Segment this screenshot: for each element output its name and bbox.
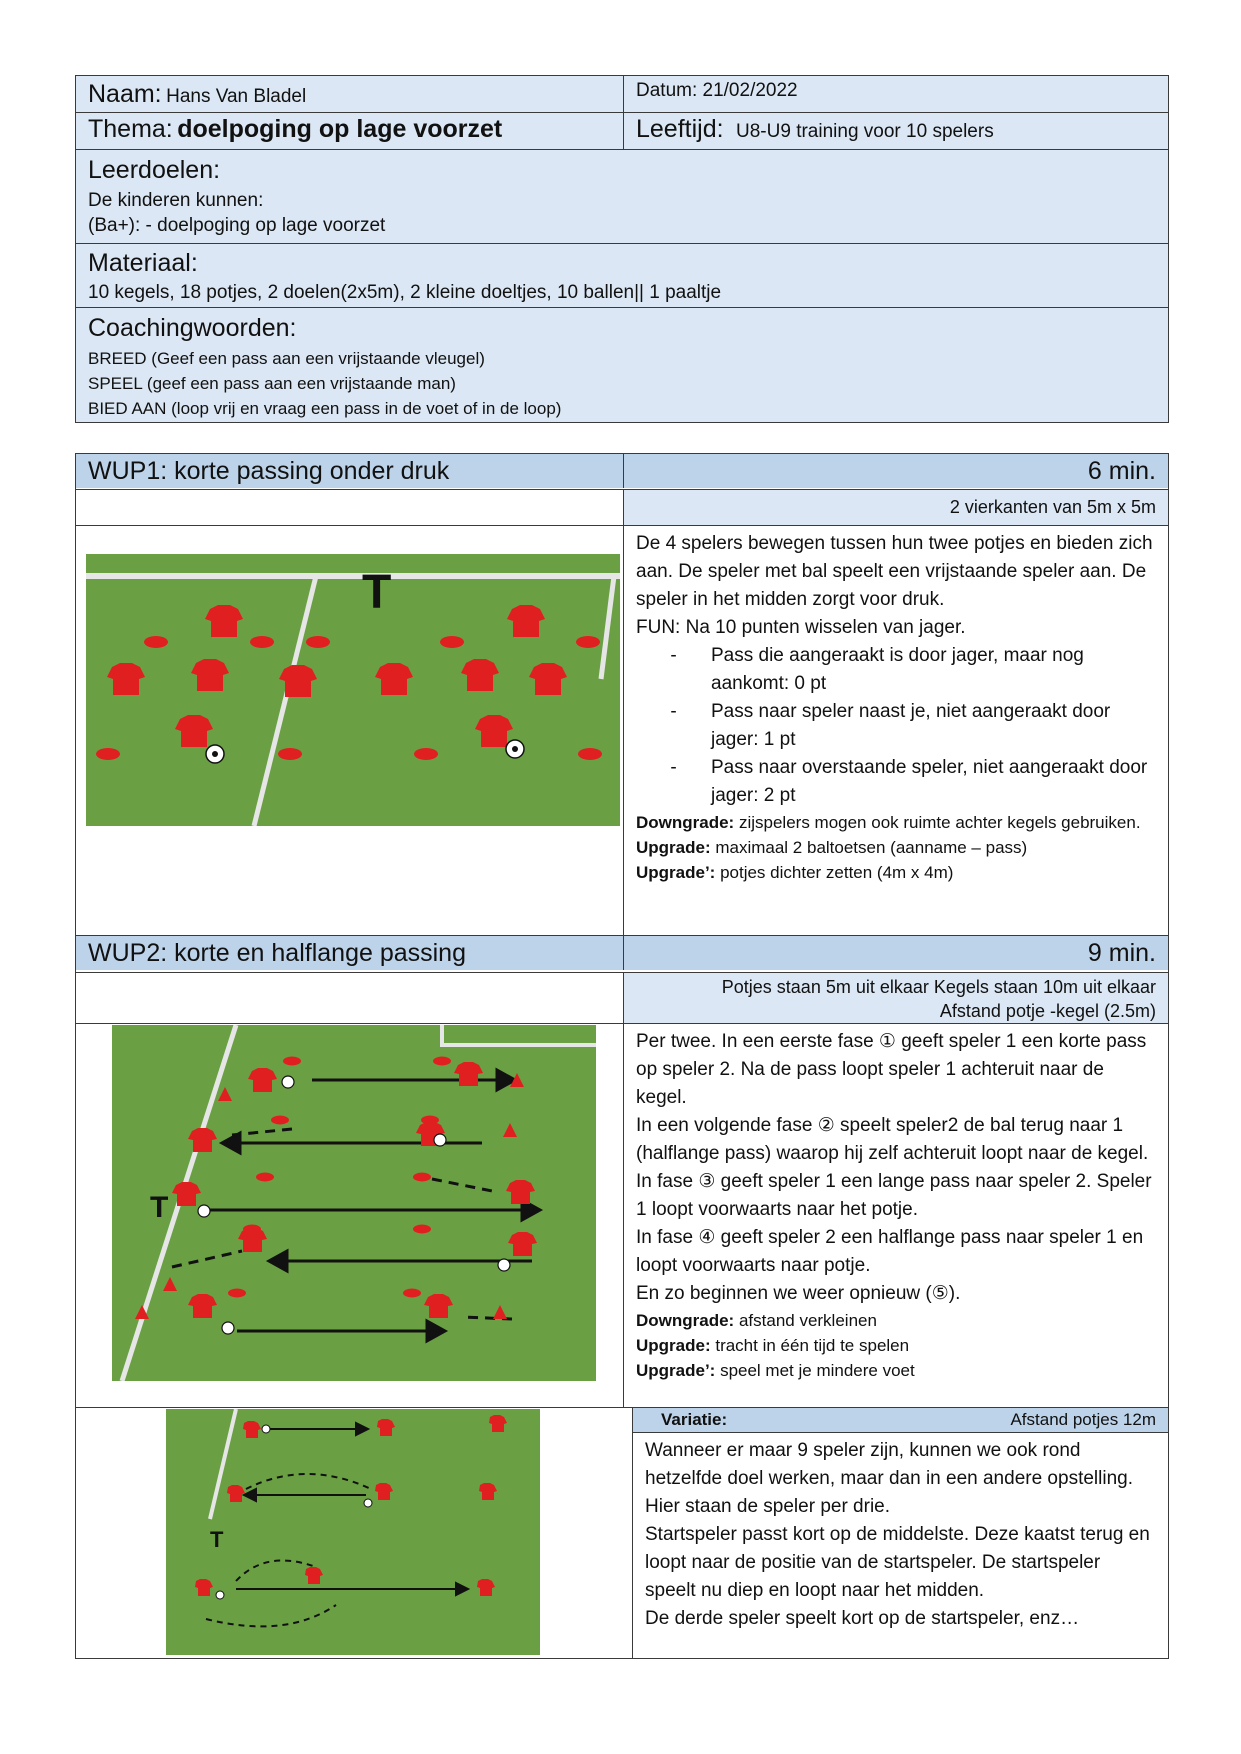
variatie-right-cell	[633, 1408, 1168, 1658]
wup2-empty-cell	[76, 973, 624, 1023]
wup2-line: In fase ④ geeft speler 2 een halflange pass naar speler 1 en loopt voorwaarts naar potje.	[636, 1227, 1144, 1276]
wup2-line: In fase ③ geeft speler 1 een lange pass naar speler 2. Speler 1 loopt voorwaarts naar het potje.	[636, 1171, 1152, 1220]
wup1-time: 6 min.	[624, 454, 1168, 488]
thema-label: Thema:	[88, 115, 173, 143]
variatie-line: Wanneer er maar 9 speler zijn, kunnen we ook rond hetzelfde doel werken, maar dan in een andere opstelling.	[645, 1440, 1133, 1489]
wup2-downgrade	[636, 1308, 1156, 1333]
coaching-line: SPEEL (geef een pass aan een vrijstaande man)	[88, 374, 456, 393]
wup1-title: WUP1: korte passing onder druk	[76, 454, 624, 488]
wup2-line: En zo beginnen we weer opnieuw (⑤).	[636, 1283, 961, 1304]
thema-value: doelpoging op lage voorzet	[177, 115, 503, 143]
wup1-diagram-cell	[76, 526, 624, 935]
wup1-empty-cell	[76, 490, 624, 525]
variatie-line: Startspeler passt kort op de middelste. Deze kaatst terug en loopt naar de positie van de startspeler. De startspeler speelt nu diep en loopt naar het midden.	[645, 1524, 1150, 1601]
wup2-description	[624, 1024, 1168, 1407]
wup2-setup	[624, 973, 1168, 1023]
variatie-diagram-cell	[76, 1408, 633, 1658]
wup1-field-diagram	[86, 554, 620, 826]
wup1-description	[624, 526, 1168, 935]
trainer-label: T	[210, 1527, 224, 1552]
coaching-title: Coachingwoorden:	[88, 314, 297, 342]
leerdoelen-title: Leerdoelen:	[88, 156, 221, 184]
bullet-dash: -	[670, 757, 677, 778]
upgrade-text: maximaal 2 baltoetsen (aanname – pass)	[710, 838, 1028, 857]
wup2-setup-line: Afstand potje -kegel (2.5m)	[939, 1001, 1156, 1021]
wup1-rule-text: Pass die aangeraakt is door jager, maar nog aankomt: 0 pt	[711, 645, 1084, 694]
upgrade2-text: potjes dichter zetten (4m x 4m)	[715, 863, 954, 882]
wup2-field-diagram	[112, 1025, 596, 1381]
wup1-rule	[636, 754, 1156, 810]
wup2-title: WUP2: korte en halflange passing	[76, 936, 624, 970]
upgrade-label: Upgrade:	[636, 1336, 711, 1355]
variatie-distance: Afstand potjes 12m	[1010, 1410, 1156, 1429]
wup1-upgrade2	[636, 860, 1156, 885]
leeftijd-label: Leeftijd:	[636, 115, 724, 143]
wup2-time: 9 min.	[624, 936, 1168, 970]
leerdoelen-cell	[76, 150, 1168, 243]
downgrade-text: zijspelers mogen ook ruimte achter kegels gebruiken.	[734, 813, 1141, 832]
naam-label: Naam:	[88, 80, 162, 108]
downgrade-text: afstand verkleinen	[734, 1311, 877, 1330]
wup1-intro: De 4 spelers bewegen tussen hun twee potjes en bieden zich aan. De speler met bal speelt een vrijstaande speler aan. De speler in het midden zorgt voor druk.	[636, 533, 1153, 610]
wup2-setup-line: Potjes staan 5m uit elkaar Kegels staan 10m uit elkaar	[721, 977, 1156, 997]
wup1-rule	[636, 698, 1156, 754]
materiaal-cell	[76, 244, 1168, 307]
wup2-upgrade	[636, 1333, 1156, 1358]
bullet-dash: -	[670, 645, 677, 666]
trainer-label: T	[150, 1191, 169, 1224]
naam-value: Hans Van Bladel	[166, 86, 307, 107]
wup1-rule-text: Pass naar speler naast je, niet aangeraakt door jager: 1 pt	[711, 701, 1111, 750]
wup1-downgrade	[636, 810, 1156, 835]
variatie-header	[633, 1408, 1168, 1433]
variatie-line: De derde speler speelt kort op de startspeler, enz…	[645, 1608, 1080, 1629]
variatie-field-diagram	[166, 1409, 540, 1655]
wup2-diagram-cell	[76, 1024, 624, 1407]
leerdoelen-line: De kinderen kunnen:	[88, 190, 264, 211]
variatie-description	[633, 1433, 1168, 1658]
coaching-cell	[76, 308, 1168, 422]
materiaal-title: Materiaal:	[88, 249, 198, 277]
wup2-line: Per twee. In een eerste fase ① geeft speler 1 een korte pass op speler 2. Na de pass loopt speler 1 achteruit naar de kegel.	[636, 1031, 1147, 1108]
wup1-upgrade	[636, 835, 1156, 860]
upgrade2-label: Upgrade’:	[636, 863, 716, 882]
upgrade2-label: Upgrade’:	[636, 1361, 716, 1380]
naam-cell	[76, 76, 624, 112]
wup2-upgrade2	[636, 1358, 1156, 1383]
variatie-label: Variatie:	[661, 1410, 728, 1429]
leeftijd-value: U8-U9 training voor 10 spelers	[736, 121, 994, 142]
materiaal-text: 10 kegels, 18 potjes, 2 doelen(2x5m), 2 kleine doeltjes, 10 ballen|| 1 paaltje	[88, 282, 722, 303]
upgrade-label: Upgrade:	[636, 838, 711, 857]
wup1-fun: FUN: Na 10 punten wisselen van jager.	[636, 617, 966, 638]
datum-cell	[624, 76, 1168, 112]
downgrade-label: Downgrade:	[636, 1311, 735, 1330]
bullet-dash: -	[670, 701, 677, 722]
wup1-setup: 2 vierkanten van 5m x 5m	[624, 490, 1168, 525]
variatie-line: Hier staan de speler per drie.	[645, 1496, 891, 1517]
wup1-rule	[636, 642, 1156, 698]
thema-cell	[76, 113, 624, 149]
coaching-line: BIED AAN (loop vrij en vraag een pass in de voet of in de loop)	[88, 399, 562, 418]
downgrade-label: Downgrade:	[636, 813, 735, 832]
upgrade-text: tracht in één tijd te spelen	[710, 1336, 910, 1355]
wup1-rule-text: Pass naar overstaande speler, niet aangeraakt door jager: 2 pt	[711, 757, 1148, 806]
leeftijd-cell	[624, 113, 1168, 149]
session-table	[75, 453, 1169, 1659]
datum-value: Datum: 21/02/2022	[636, 80, 798, 101]
wup2-line: In een volgende fase ② speelt speler2 de bal terug naar 1 (halflange pass) waarop hij zelf achteruit loopt naar de kegel.	[636, 1115, 1149, 1164]
leerdoelen-line: (Ba+): - doelpoging op lage voorzet	[88, 215, 386, 236]
upgrade2-text: speel met je mindere voet	[715, 1361, 915, 1380]
trainer-label: T	[362, 566, 392, 619]
coaching-line: BREED (Geef een pass aan een vrijstaande vleugel)	[88, 349, 485, 368]
lesson-header-table	[75, 75, 1169, 423]
